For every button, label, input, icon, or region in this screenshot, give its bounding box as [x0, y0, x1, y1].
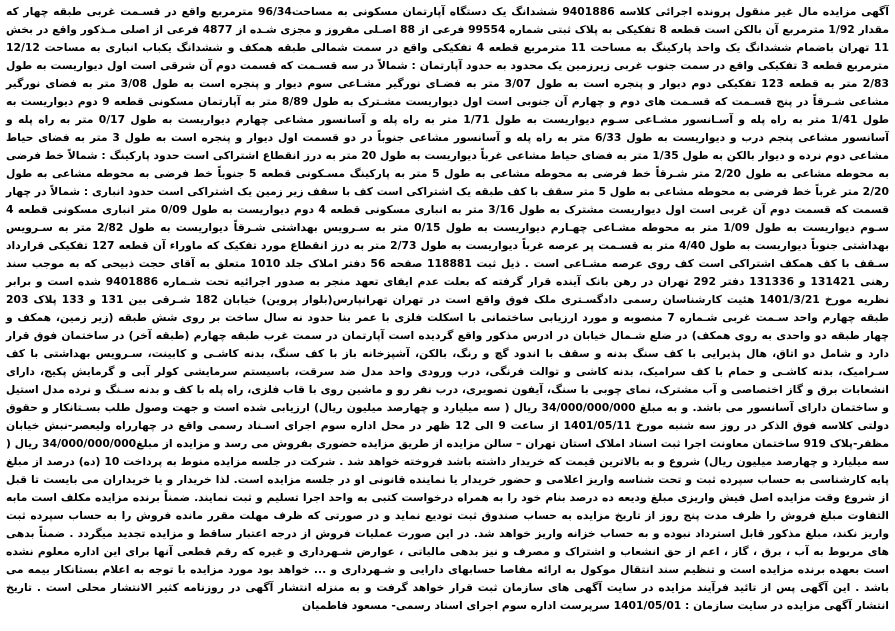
auction-notice-text: آگهی مزایده مال غیر منقول پرونده اجرائی کلاسه 9401886 ششدانگ یک دستگاه آپارتمان مسکونی به مساحت96/34 مترمربع واقع در قسـمت غربی طبقه چهار که مقدار 1/92 مترمربع آن بالکن است قطعه 8 تفکیکی به پلاک ثبتی شماره 99554 فرعی از 88 اصـلی مفروز و مجزی شـده از 4877 فرعی از اصلی مـذکور واقع در بخش 11 تهران باضمام ششدانگ یک واحد پارکینگ به مساحت 11 مترمربع قطعه 4 تفکیکی واقع در سمت شمالی طبقه همکف و ششدانگ یکباب انباری به مساحت 12/12 مترمربع قطعه 3 تفکیکی واقع در سمت جنوب غربی زیرزمین یک محدود به حدود آپارتمان : شمالاً در سه قسـمت که قسمت دوم آن شرقی است اول دیواریست به طول 2/83 متر به قطعه 123 تفکیکی دوم دیوار و پنجره است به طول 3/07 متر به فضـای نورگیر مشـاعی سوم دیوار و پنجره است به طول 3/08 متر به فضای نورگیر مشاعی شـرقاً در پنج قسـمت که قسـمت های دوم و چهارم آن جنوبی است اول دیواریست مشـترک به طول 8/89 متر به آپارتمان مسکونی قطعه 9 دوم دیواریست به طول 1/41 متر به راه پله و آسـانسور مشـاعی سـوم دیواریست به طول 1/71 متر به راه پله و آسانسور مشاعی چهارم دیواریست به طول 0/17 متر به راه پله و آسانسور مشاعی پنجم درب و دیواریست به طول 6/33 متر به راه پله و آسانسور مشاعی جنوباً در دو قسمت اول دیوار و پنجره است به طول 3 متر به فضای حیاط مشاعی دوم نرده و دیوار بالکن به طول 1/35 متر به فضای حیاط مشاعی غرباً دیواریست به طول 20 متر به درز انقطاع اشتراکی است حدود پارکینگ : شمالاً خط فرضی به محوطه مشاعی به طول 2/20 متر شـرقاً خط فرضی به محوطه مشاعی به طول 5 متر به پارکینگ مسـکونی قطعه 5 جنوباً خط فرضی به محوطه مشاعی به طول 2/20 متر غرباً خط فرضی به محوطه مشاعی به طول 5 متر سقف با کف طبقه یک اشتراکی است کف با سقف زیر زمین یک اشتراکی است حدود انباری : شمالاً در چهار قسمت که قسمت دوم آن غربی است اول دیواریست مشترک به طول 3/16 متر به انباری مسکونی قطعه 4 دوم دیواریست به طول 0/09 متر انباری مسکونی قطعه 4 سـوم دیواریست به طول 1/09 متر به محوطه مشـاعی چهـارم دیواریست به طول 0/15 متر به سـرویس بهداشتی شـرقاً دیواریست به طول 2/82 متر به سـرویس بهداشتی جنوباً دیواریست به طول 4/40 متر به قسـمت پر عرصه غرباً دیواریست به طول 2/73 متر به درز انقطاع مورد تفکیک که ماوراء آن قطعه 127 تفکیکی قرارداد سـقف با کف همکف اشتراکی است کف روی عرصه مشـاعی است . ذیل ثبت 118881 صفحه 56 دفتر املاک جلد 1010 متعلق به آقای حجت ذبیحی که به موجب سند رهنی 131421 و 131336 دفتر 292 تهران در رهن بانک آینده قرار گرفته که بعلت عدم ایفای تعهد منجر به صدور اجرائیه تحت شـماره 9401886 شده است و برابر نظریه مورخ 1401/3/21 هئیت کارشناسان رسمی دادگسـتری ملک فوق واقع است در تهران تهرانپارس(بلوار پروین) خیابان 182 شـرقی بین 131 و 133 پلاک 203 طبقه چهارم واحد سـمت غربی شـماره 7 منصوبه و مورد ارزیابی ساختمانی با اسکلت فلزی با عمر بنا حدود نه سال ساخت بر روی شش طبقه (زیر زمین، همکف و چهار طبقه دو واحدی به روی همکف) در ضلع شـمال خیابان در ادرس مذکور واقع گردیده است آپارتمان در سمت غرب طبقه چهارم (طبقه آخر) در ساختمان فوق قرار دارد و شامل دو اتاق، هال پذیرایی با کف سنگ بدنه و سقف با اندود گچ و رنگ، بالکن، آشپزخانه باز با کف سنگ، بدنه کاشـی و کابینت، سـرویس بهداشتی با کف سـرامیک، بدنه کاشـی و حمام با کف سرامیک، بدنه کاشی و توالت فرنگی، درب ورودی واحد مدل ضد سرقت، باسیستم سرمایشی کولر آبی و گرمایش پکیج، دارای انشعابات برق و گاز اختصاصی و آب مشترک، نمای چوبی با سنگ، آیفون تصویری، درب نفر رو و ماشین روی با قاب فلزی، راه پله با کف و بدنه سـنگ و نرده مدل استیل و ساختمان دارای آسانسور می باشد. و به مبلغ 34/000/000/000 ریال ( سه میلیارد و چهارصد میلیون ریال) ارزیابی شده است و جهت وصول طلب بسـتانکار و حقوق دولتی کلاسه فوق الذکر در روز سه شنبه مورخ 1401/05/11 از ساعت 9 الی 12 ظهر در محل اداره سوم اجرای اسـناد رسمی واقع در چهارراه ولیعصر-نبش خیابان مظفر-پلاک 919 ساختمان معاونت اجرا ثبت اسناد املاک استان تهران – سالن مزایده از طریق مزایده حضوری بفروش می رسد و مزایده از مبلغ34/000/000/000 ریال ( سه میلیارد و چهارصد میلیون ریال) شروع و به بالاترین قیمت که خریدار داشته باشد فروخته خواهد شد . شرکت در جلسه مزایده منوط به پرداخت 10 (ده) درصد از مبلغ پایه کارشناسی به حساب سپرده ثبت و تحت شناسه واریز اعلامی و حضور خریدار یا نماینده قانونی او در جلسه مزایده است. لذا خریدار و یا خریداران می بایست تا قبل از شروع وقت مزایده اصل فیش واریزی مبلغ ودیعه ده درصد بنام خود را به همراه درخواست کتبی به واحد اجرا تسلیم و ثبت نمایند. ضمناً برنده مزایده مکلف است مابه التفاوت مبلغ فروش را ظرف مدت پنج روز از تاریخ مزایده به حساب صندوق ثبت تودیع نماید و در صورتی که ظرف مهلت مقرر مانده فروش را به حساب سپرده ثبت واریز نکند، مبلغ مذکور قابل استرداد نبوده و به حساب خزانه واریز خواهد شد. در این صورت عملیات فروش از درجه اعتبار ساقط و مزایده تجدید میگردد . ضمناً بدهی های مربوط به آب ، برق ، گاز ، اعم از حق انشعاب و اشتراک و مصرف و نیز بدهی مالیاتی ، عوارض شـهرداری و غیره که رقم قطعی آنها برای این اداره معلوم نشده است بعهده برنده مزایده است و تنظیم سند انتقال موکول به ارائه مفاصا حسابهای دارایی و شـهرداری و ... خواهد بود مورد مزایده با توجه به اعلام بستانکار بیمه می باشد . این آگهی پس از تائید فرآیند مزایده در سایت آگهی های سازمان ثبت قرار خواهد گرفت و به منزله انتشار آگهی در روزنامه کثیر الانتشار محلی است . تاریخ انتشار آگهی مزایده در سایت سازمان : 1401/05/01 سرپرست اداره سوم اجرای اسناد رسمی- مسعود فاطمیان: [6, 5, 890, 612]
